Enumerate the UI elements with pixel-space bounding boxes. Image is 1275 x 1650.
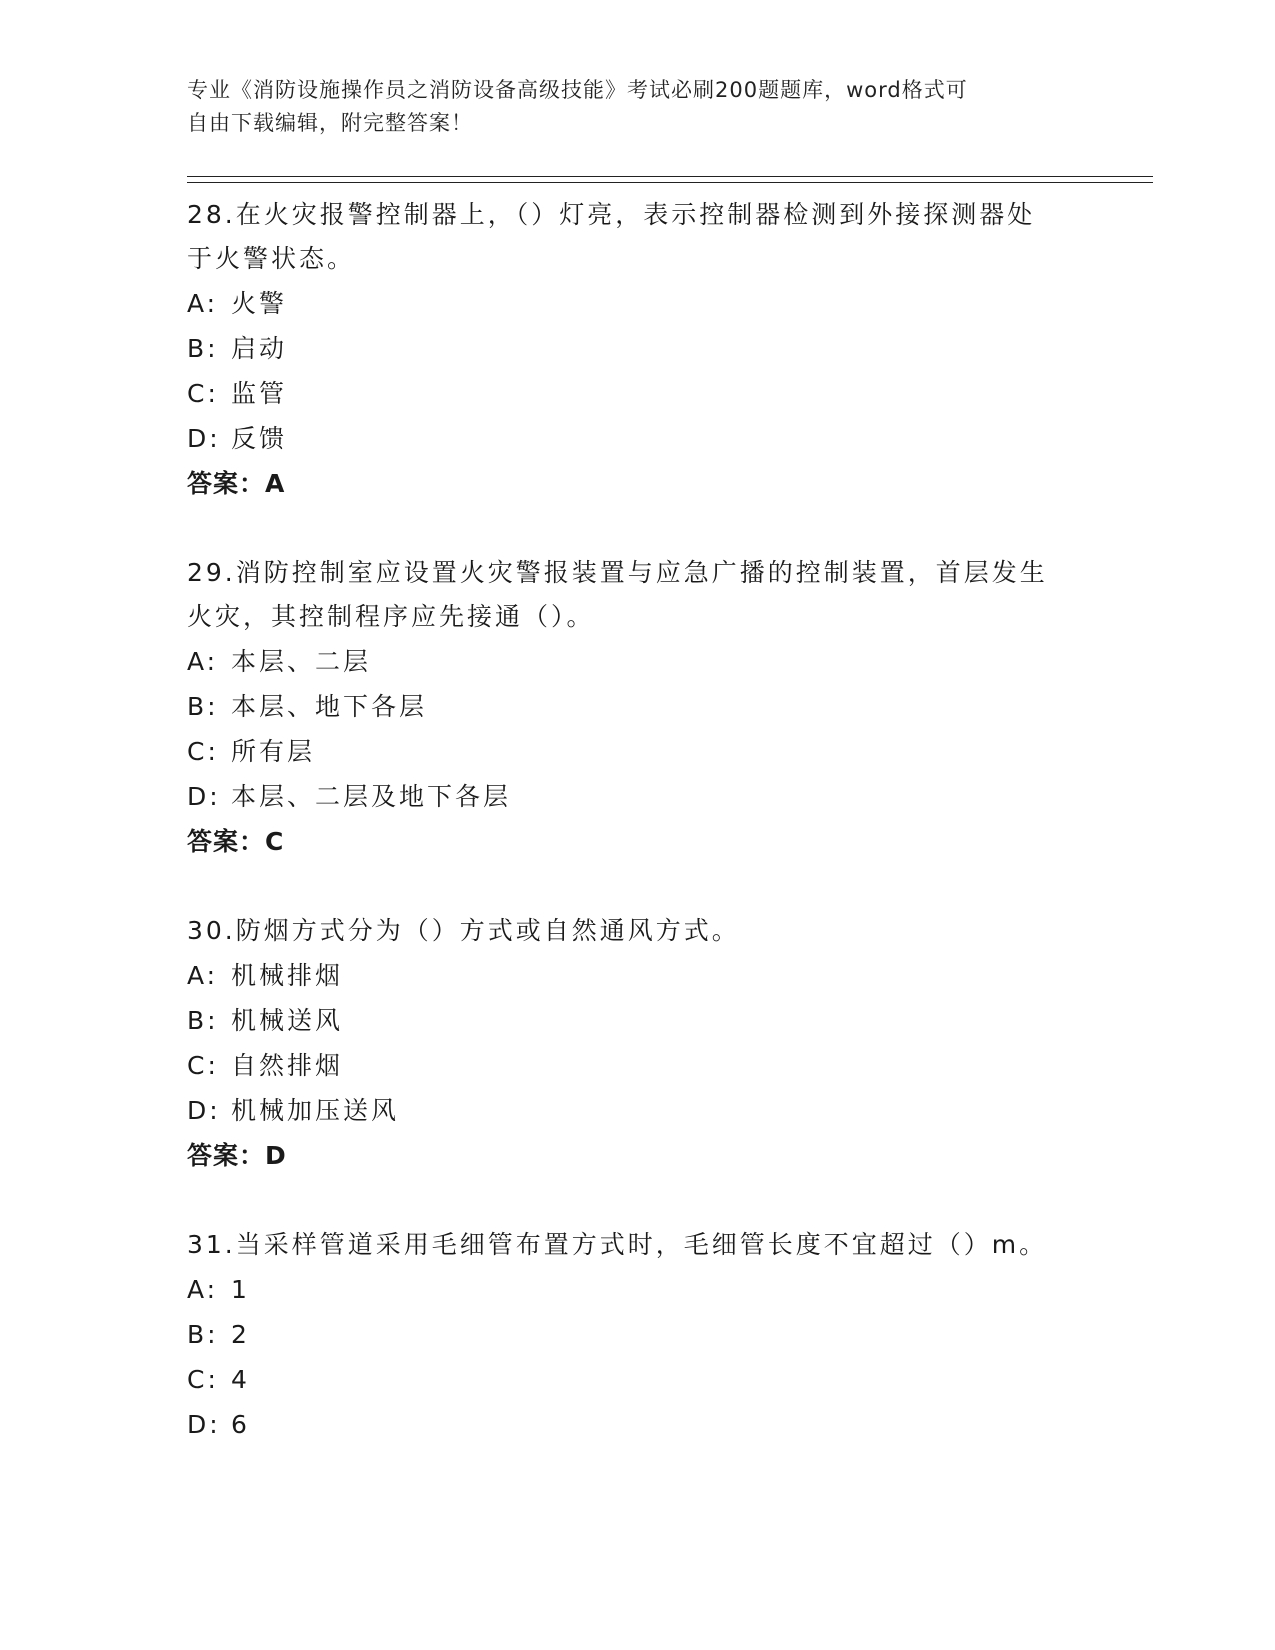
option-key: D: [187, 782, 221, 811]
question-stem [187, 1223, 1087, 1267]
question-stem-line-1: 31.当采样管道采用毛细管布置方式时，毛细管长度不宜超过（）m。 [187, 1230, 1048, 1259]
option-key: C: [187, 379, 219, 408]
question-28 [187, 193, 1087, 507]
option-d [187, 1402, 1087, 1447]
option-key: D: [187, 1096, 221, 1125]
option-c [187, 1043, 1087, 1088]
answer-value: D [265, 1141, 287, 1170]
question-29 [187, 551, 1087, 865]
answer-value: A [265, 469, 286, 498]
option-d [187, 416, 1087, 461]
document-header [187, 74, 1067, 140]
option-text: 4 [231, 1365, 250, 1394]
option-key: D: [187, 424, 221, 453]
question-stem-line-1: 28.在火灾报警控制器上，（）灯亮，表示控制器检测到外接探测器处 [187, 200, 1036, 229]
question-stem-line-1: 29.消防控制室应设置火灾警报装置与应急广播的控制装置，首层发生 [187, 558, 1048, 587]
option-key: C: [187, 737, 219, 766]
option-c [187, 1357, 1087, 1402]
option-text: 本层、二层及地下各层 [231, 782, 512, 811]
question-30 [187, 909, 1087, 1179]
option-text: 6 [231, 1410, 250, 1439]
option-text: 所有层 [231, 737, 316, 766]
answer [187, 461, 1087, 507]
option-a [187, 953, 1087, 998]
option-b [187, 998, 1087, 1043]
question-list [187, 193, 1087, 1491]
option-text: 本层、二层 [231, 647, 372, 676]
question-stem-line-2: 火灾，其控制程序应先接通（）。 [187, 602, 595, 631]
option-text: 1 [231, 1275, 250, 1304]
option-text: 启动 [231, 334, 288, 363]
question-stem [187, 909, 1087, 953]
answer-label: 答案： [187, 1141, 266, 1170]
option-key: C: [187, 1051, 219, 1080]
header-line-2: 自由下载编辑，附完整答案！ [187, 111, 473, 135]
question-stem-line-2: 于火警状态。 [187, 244, 356, 273]
option-text: 2 [231, 1320, 250, 1349]
option-b [187, 684, 1087, 729]
answer-label: 答案： [187, 827, 266, 856]
option-c [187, 371, 1087, 416]
option-key: C: [187, 1365, 219, 1394]
answer [187, 1133, 1087, 1179]
option-a [187, 281, 1087, 326]
option-d [187, 774, 1087, 819]
question-stem-line-1: 30.防烟方式分为（）方式或自然通风方式。 [187, 916, 740, 945]
option-text: 火警 [231, 289, 288, 318]
option-key: B: [187, 334, 219, 363]
option-text: 机械送风 [231, 1006, 344, 1035]
header-divider [187, 176, 1153, 183]
answer-label: 答案： [187, 469, 266, 498]
option-a [187, 1267, 1087, 1312]
option-key: D: [187, 1410, 221, 1439]
option-text: 本层、地下各层 [231, 692, 428, 721]
option-a [187, 639, 1087, 684]
option-c [187, 729, 1087, 774]
option-key: B: [187, 692, 219, 721]
question-stem [187, 193, 1087, 281]
option-text: 机械加压送风 [231, 1096, 400, 1125]
option-b [187, 1312, 1087, 1357]
option-text: 自然排烟 [231, 1051, 344, 1080]
option-key: A: [187, 289, 219, 318]
option-key: A: [187, 647, 219, 676]
option-text: 反馈 [231, 424, 288, 453]
option-key: A: [187, 961, 219, 990]
answer [187, 819, 1087, 865]
option-b [187, 326, 1087, 371]
answer-value: C [265, 827, 285, 856]
option-key: B: [187, 1006, 219, 1035]
option-text: 监管 [231, 379, 288, 408]
option-d [187, 1088, 1087, 1133]
header-line-1: 专业《消防设施操作员之消防设备高级技能》考试必刷200题题库，word格式可 [187, 78, 968, 102]
option-key: B: [187, 1320, 219, 1349]
question-stem [187, 551, 1087, 639]
option-text: 机械排烟 [231, 961, 344, 990]
option-key: A: [187, 1275, 219, 1304]
question-31 [187, 1223, 1087, 1447]
